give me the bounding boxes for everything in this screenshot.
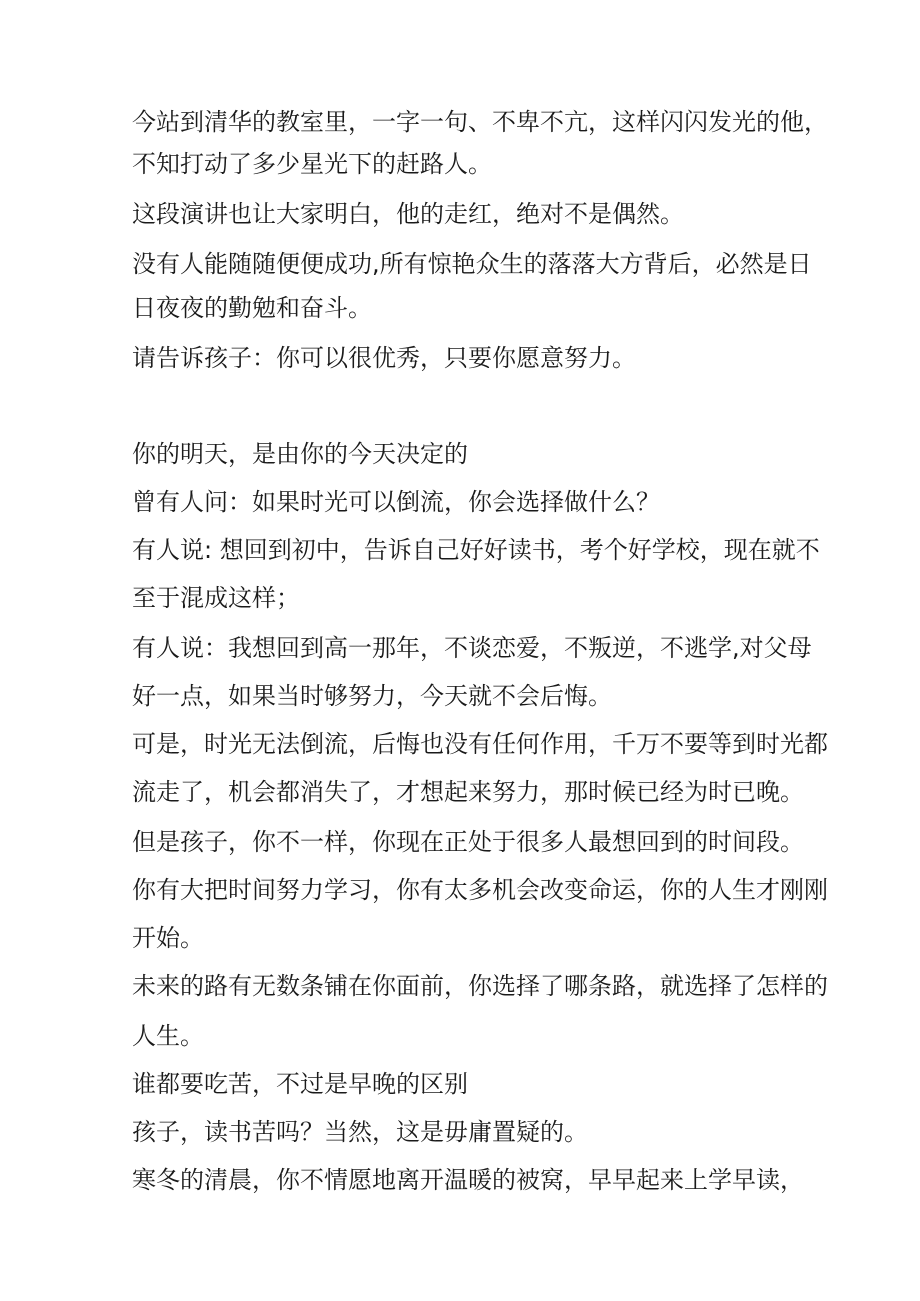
text-line: 你有大把时间努力学习，你有太多机会改变命运，你的人生才刚刚 [132, 876, 828, 904]
text-line: 孩子，读书苦吗？当然，这是毋庸置疑的。 [132, 1118, 588, 1146]
text-line: 流走了，机会都消失了，才想起来努力，那时候已经为时已晚。 [132, 778, 804, 806]
text-line: 请告诉孩子：你可以很优秀，只要你愿意努力。 [132, 344, 636, 372]
text-line: 这段演讲也让大家明白，他的走红，绝对不是偶然。 [132, 200, 684, 228]
text-line: 没有人能随随便便成功,所有惊艳众生的落落大方背后，必然是日 [132, 250, 812, 278]
section-heading: 你的明天，是由你的今天决定的 [132, 440, 468, 468]
text-line: 今站到清华的教室里，一字一句、不卑不亢，这样闪闪发光的他， [132, 108, 828, 136]
section-heading: 谁都要吃苦，不过是早晚的区别 [132, 1070, 468, 1098]
text-line: 至于混成这样； [132, 584, 300, 612]
text-line: 曾有人问：如果时光可以倒流，你会选择做什么？ [132, 488, 660, 516]
text-line: 好一点，如果当时够努力，今天就不会后悔。 [132, 682, 612, 710]
text-line: 人生。 [132, 1022, 204, 1050]
text-line: 不知打动了多少星光下的赶路人。 [132, 150, 492, 178]
text-line: 日夜夜的勤勉和奋斗。 [132, 294, 372, 322]
text-line: 寒冬的清晨，你不情愿地离开温暖的被窝，早早起来上学早读， [132, 1166, 804, 1194]
text-line: 未来的路有无数条铺在你面前，你选择了哪条路，就选择了怎样的 [132, 972, 828, 1000]
text-line: 有人说：我想回到高一那年，不谈恋爱，不叛逆，不逃学,对父母 [132, 634, 812, 662]
text-line: 可是，时光无法倒流，后悔也没有任何作用，千万不要等到时光都 [132, 730, 828, 758]
text-line: 开始。 [132, 924, 204, 952]
text-line: 有人说: 想回到初中，告诉自己好好读书，考个好学校，现在就不 [132, 536, 820, 564]
text-line: 但是孩子，你不一样，你现在正处于很多人最想回到的时间段。 [132, 828, 804, 856]
